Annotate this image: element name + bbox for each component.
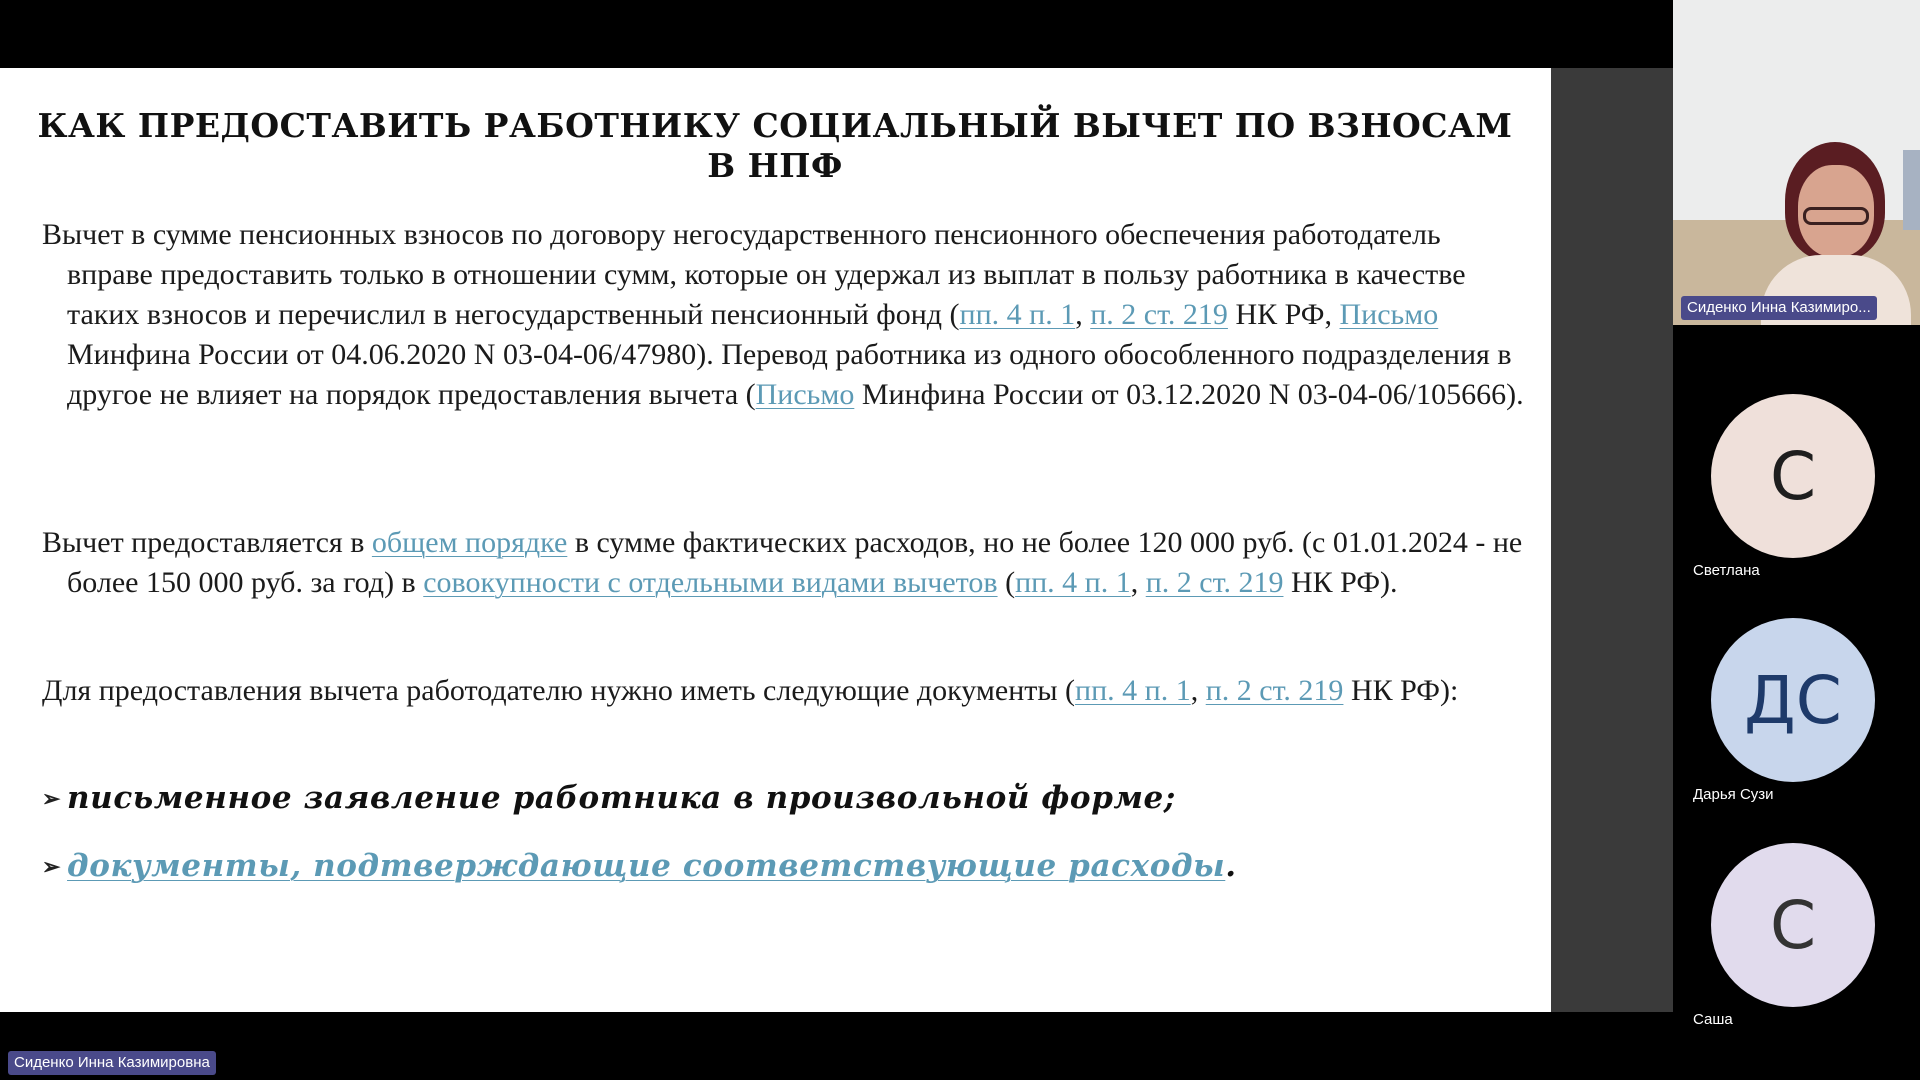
participant-avatar-darya[interactable]: ДС (1711, 618, 1875, 782)
participant-avatar-sasha[interactable]: С (1711, 843, 1875, 1007)
link-pismo-1[interactable]: Письмо (1339, 298, 1439, 331)
presenter-glasses (1803, 207, 1869, 225)
link-supporting-documents[interactable]: документы, подтверждающие соответствующие расходы (67, 848, 1226, 884)
link-pp4-p1-2[interactable]: пп. 4 п. 1 (1015, 566, 1131, 599)
link-p2-st219-2[interactable]: п. 2 ст. 219 (1145, 566, 1284, 599)
slide (0, 68, 1551, 1012)
presenter-label: Сиденко Инна Казимировна (8, 1051, 216, 1075)
link-p2-st219-3[interactable]: п. 2 ст. 219 (1205, 674, 1344, 707)
bullet-arrow-icon: ➢ (42, 786, 62, 812)
participant-name-sasha: Саша (1693, 1011, 1733, 1028)
link-combined-deductions[interactable]: совокупности с отдельными видами вычетов (423, 566, 998, 599)
participant-name-svetlana: Светлана (1693, 562, 1760, 579)
participants-panel (1673, 0, 1920, 1080)
link-general-order[interactable]: общем порядке (371, 526, 568, 559)
bullet-arrow-icon: ➢ (42, 854, 62, 880)
participant-name-darya: Дарья Сузи (1693, 786, 1774, 803)
video-name-label: Сиденко Инна Казимиро... (1681, 296, 1877, 320)
link-pp4-p1-3[interactable]: пп. 4 п. 1 (1075, 674, 1191, 707)
slide-title: КАК ПРЕДОСТАВИТЬ РАБОТНИКУ СОЦИАЛЬНЫЙ ВЫЧЕТ ПО ВЗНОСАМ В НПФ (37, 106, 1513, 185)
bullet-supporting-documents: ➢ документы, подтверждающие соответствующие расходы. (42, 848, 1237, 884)
paragraph-deduction-amount: Вычет в сумме пенсионных взносов по договору негосударственного пенсионного обеспечения работодатель вправе предоставить только в отношении сумм, которые он удержал из выплат в пользу работника в качестве таких взносов и перечислил в негосударственный пенсионный фонд (пп. 4 п. 1, п. 2 ст. 219 НК РФ, Письмо Минфина России от 04.06.2020 N 03-04-06/47980). Перевод работника из одного обособленного подразделения в другое не влияет на порядок предоставления вычета (Письмо Минфина России от 03.12.2020 N 03-04-06/105666). (42, 218, 1524, 411)
video-window (1903, 150, 1920, 230)
paragraph-documents: Для предоставления вычета работодателю нужно иметь следующие документы (пп. 4 п. 1, п. 2 ст. 219 НК РФ): (42, 674, 1459, 707)
link-pp4-p1[interactable]: пп. 4 п. 1 (959, 298, 1076, 331)
video-tile-presenter[interactable] (1673, 0, 1920, 325)
link-p2-st219[interactable]: п. 2 ст. 219 (1090, 298, 1228, 331)
paragraph-deduction-limit: Вычет предоставляется в общем порядке в сумме фактических расходов, но не более 120 000 руб. (с 01.01.2024 - не более 150 000 руб. за год) в совокупности с отдельными видами вычетов (пп. 4 п. 1, п. 2 ст. 219 НК РФ). (42, 526, 1523, 599)
participant-avatar-svetlana[interactable]: С (1711, 394, 1875, 558)
bullet-application: ➢ письменное заявление работника в произвольной форме; (42, 780, 1176, 816)
link-pismo-2[interactable]: Письмо (755, 378, 855, 411)
